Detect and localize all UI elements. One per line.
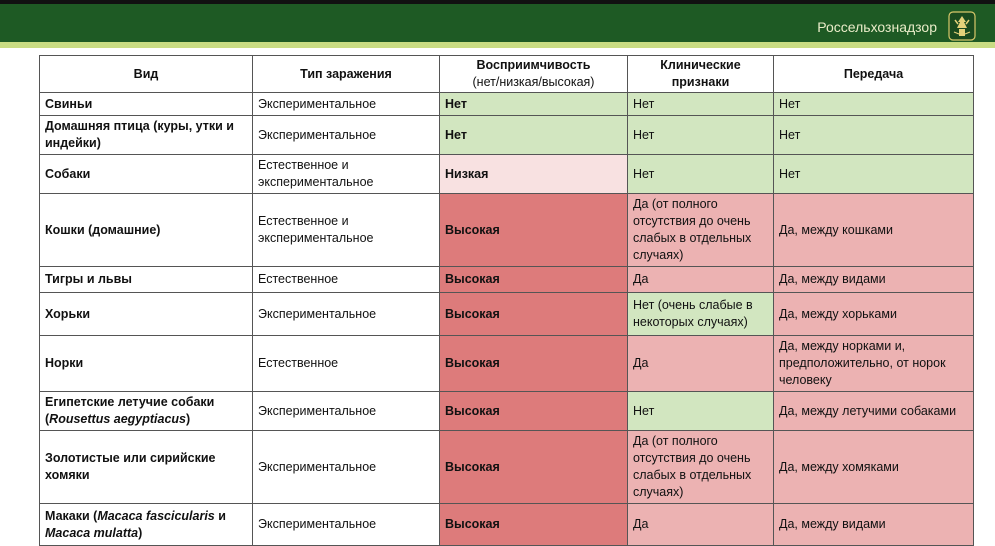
signs-cell: Нет	[628, 392, 774, 431]
species-cell: Египетские летучие собаки (Rousettus aegyptiacus)	[40, 392, 253, 431]
species-latin-name: Rousettus aegyptiacus	[49, 412, 187, 426]
infection-cell: Естественное и экспериментальное	[253, 194, 440, 267]
signs-cell: Нет	[628, 155, 774, 194]
susceptibility-table	[39, 55, 974, 546]
susceptibility-cell: Высокая	[440, 504, 628, 546]
transmission-cell: Да, между хомяками	[774, 431, 974, 504]
species-latin-name: Macaca fascicularis	[97, 508, 215, 523]
table-row	[40, 116, 974, 155]
rosselkhoznadzor-emblem-icon	[947, 10, 977, 42]
susceptibility-cell: Высокая	[440, 392, 628, 431]
header-bar	[0, 4, 995, 42]
susceptibility-cell: Нет	[440, 93, 628, 116]
table-row	[40, 93, 974, 116]
infection-cell: Естественное	[253, 267, 440, 293]
infection-cell: Естественное	[253, 336, 440, 392]
header-accent-stripe	[0, 42, 995, 48]
susceptibility-cell: Низкая	[440, 155, 628, 194]
transmission-cell: Нет	[774, 155, 974, 194]
column-header: Передача	[774, 56, 974, 93]
transmission-cell: Да, между летучими собаками	[774, 392, 974, 431]
table-row	[40, 336, 974, 392]
species-cell: Золотистые или сирийские хомяки	[40, 431, 253, 504]
species-cell: Домашняя птица (куры, утки и индейки)	[40, 116, 253, 155]
transmission-cell: Да, между кошками	[774, 194, 974, 267]
column-header: Тип заражения	[253, 56, 440, 93]
table-row	[40, 431, 974, 504]
species-latin-name: Macaca mulatta	[45, 525, 139, 540]
column-header: Вид	[40, 56, 253, 93]
infection-cell: Экспериментальное	[253, 93, 440, 116]
infection-cell: Экспериментальное	[253, 293, 440, 336]
transmission-cell: Да, между видами	[774, 504, 974, 546]
species-cell: Хорьки	[40, 293, 253, 336]
signs-cell: Да	[628, 504, 774, 546]
species-cell: Кошки (домашние)	[40, 194, 253, 267]
signs-cell: Нет	[628, 93, 774, 116]
susceptibility-cell: Высокая	[440, 431, 628, 504]
susceptibility-cell: Высокая	[440, 194, 628, 267]
susceptibility-cell: Высокая	[440, 267, 628, 293]
signs-cell: Да (от полного отсутствия до очень слабых в отдельных случаях)	[628, 194, 774, 267]
susceptibility-cell: Высокая	[440, 293, 628, 336]
transmission-cell: Нет	[774, 93, 974, 116]
infection-cell: Экспериментальное	[253, 392, 440, 431]
org-name: Россельхознадзор	[817, 19, 937, 35]
infection-cell: Экспериментальное	[253, 116, 440, 155]
susceptibility-cell: Высокая	[440, 336, 628, 392]
table-row	[40, 267, 974, 293]
signs-cell: Да	[628, 267, 774, 293]
transmission-cell: Да, между видами	[774, 267, 974, 293]
table-row	[40, 392, 974, 431]
signs-cell: Нет (очень слабые в некоторых случаях)	[628, 293, 774, 336]
susceptibility-cell: Нет	[440, 116, 628, 155]
column-header: Клинические признаки	[628, 56, 774, 93]
signs-cell: Да (от полного отсутствия до очень слабых в отдельных случаях)	[628, 431, 774, 504]
species-cell: Тигры и львы	[40, 267, 253, 293]
table-row	[40, 504, 974, 546]
table-row	[40, 194, 974, 267]
table-header-row	[40, 56, 974, 93]
species-cell: Макаки (Macaca fascicularis и Macaca mulatta)	[40, 504, 253, 546]
transmission-cell: Да, между норками и, предположительно, от норок человеку	[774, 336, 974, 392]
table-row	[40, 293, 974, 336]
species-cell: Собаки	[40, 155, 253, 194]
infection-cell: Экспериментальное	[253, 431, 440, 504]
transmission-cell: Нет	[774, 116, 974, 155]
infection-cell: Естественное и экспериментальное	[253, 155, 440, 194]
species-name: Египетские летучие собаки	[45, 395, 215, 409]
column-header: Восприимчивость (нет/низкая/высокая)	[440, 56, 628, 93]
signs-cell: Нет	[628, 116, 774, 155]
signs-cell: Да	[628, 336, 774, 392]
transmission-cell: Да, между хорьками	[774, 293, 974, 336]
species-name: Макаки	[45, 508, 90, 523]
species-cell: Норки	[40, 336, 253, 392]
table-row	[40, 155, 974, 194]
species-cell: Свиньи	[40, 93, 253, 116]
infection-cell: Экспериментальное	[253, 504, 440, 546]
